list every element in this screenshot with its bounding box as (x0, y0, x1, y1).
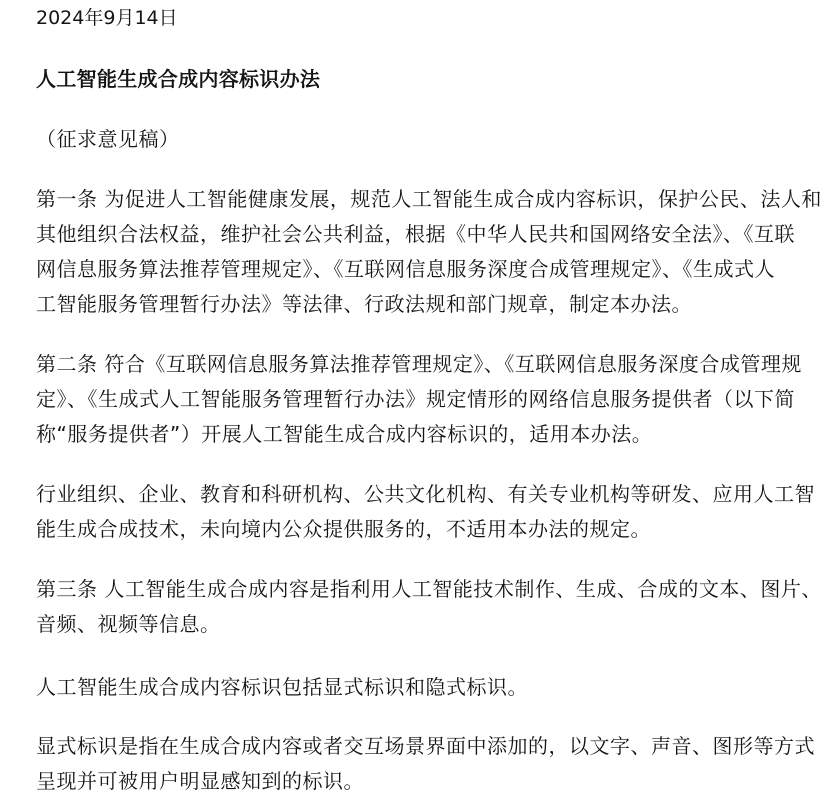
paragraph-line: 第三条 人工智能生成合成内容是指利用人工智能技术制作、生成、合成的文本、图片、 (36, 577, 822, 601)
article-3-paragraph (36, 572, 828, 642)
label-types-paragraph (36, 670, 828, 705)
paragraph-line: 呈现并可被用户明显感知到的标识。 (36, 769, 364, 793)
paragraph-line: 音频、视频等信息。 (36, 612, 221, 636)
article-2-paragraph (36, 347, 828, 452)
title-text: 人工智能生成合成内容标识办法 (36, 67, 321, 91)
paragraph-line: 工智能服务管理暂行办法》等法律、行政法规和部门规章，制定本办法。 (36, 292, 692, 316)
paragraph-line: 定》、《生成式人工智能服务管理暂行办法》规定情形的网络信息服务提供者（以下简 (36, 387, 795, 411)
explicit-label-paragraph (36, 729, 828, 799)
paragraph-line: 称“服务提供者”）开展人工智能生成合成内容标识的，适用本办法。 (36, 422, 653, 446)
paragraph-line: 能生成合成技术，未向境内公众提供服务的，不适用本办法的规定。 (36, 517, 651, 541)
paragraph-line: 行业组织、企业、教育和科研机构、公共文化机构、有关专业机构等研发、应用人工智 (36, 482, 815, 506)
article-2-exception-paragraph (36, 477, 828, 547)
paragraph-line: 其他组织合法权益，维护社会公共利益，根据《中华人民共和国网络安全法》、《互联 (36, 222, 795, 246)
subtitle-text: （征求意见稿） (36, 127, 180, 151)
paragraph-line: 第二条 符合《互联网信息服务算法推荐管理规定》、《互联网信息服务深度合成管理规 (36, 352, 802, 376)
paragraph-line: 第一条 为促进人工智能健康发展，规范人工智能生成合成内容标识，保护公民、法人和 (36, 187, 822, 211)
paragraph-line: 网信息服务算法推荐管理规定》、《互联网信息服务深度合成管理规定》、《生成式人 (36, 257, 775, 281)
document-title (36, 62, 828, 97)
paragraph-line: 显式标识是指在生成合成内容或者交互场景界面中添加的，以文字、声音、图形等方式 (36, 734, 815, 758)
article-1-paragraph (36, 182, 828, 322)
document-date (36, 1, 828, 36)
paragraph-line: 人工智能生成合成内容标识包括显式标识和隐式标识。 (36, 675, 528, 699)
date-text: 2024年9月14日 (36, 7, 178, 29)
document-subtitle (36, 122, 828, 157)
